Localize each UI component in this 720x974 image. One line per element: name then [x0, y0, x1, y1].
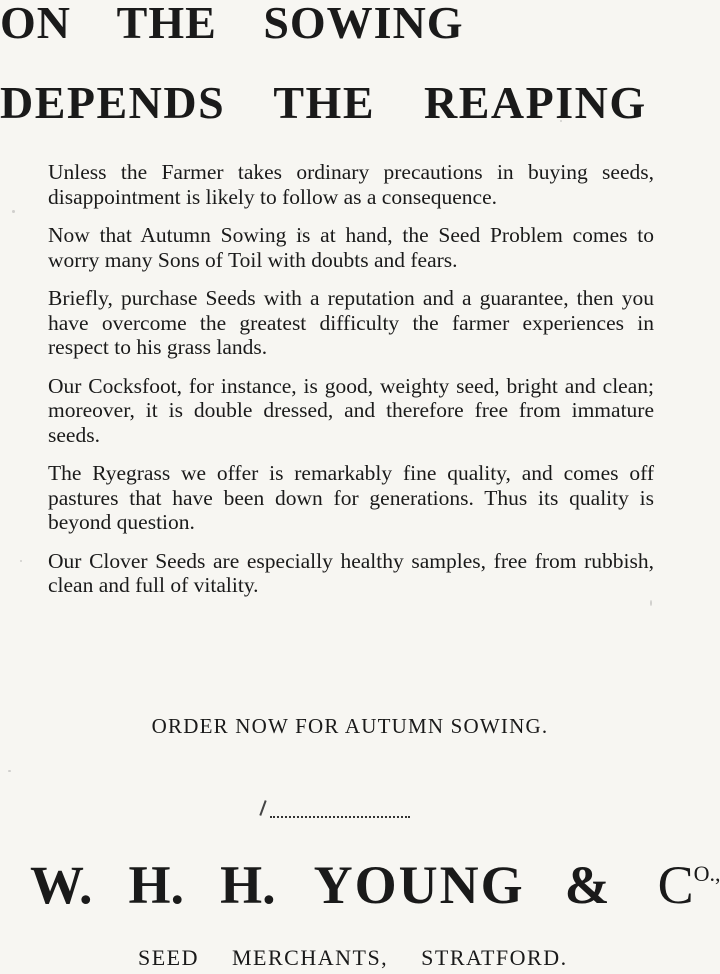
firm-name: [30, 855, 720, 915]
paragraph-reputation: Briefly, purchase Seeds with a reputation and a guarantee, then you have overcome the greatest difficulty the farmer experiences in respect to his grass lands.: [48, 286, 654, 359]
headline-line-1: ON THE SOWING: [0, 0, 464, 48]
divider-rule: [270, 816, 410, 818]
firm-initial-w: W.: [30, 855, 93, 915]
firm-initial-h-first: H.: [128, 855, 185, 915]
firm-initial-h-second: H.: [220, 855, 276, 915]
print-speck: [650, 600, 652, 606]
firm-company: [657, 855, 720, 915]
firm-company-superscript: O.,: [693, 861, 720, 886]
print-speck: [300, 230, 302, 235]
firm-company-c: C: [657, 855, 694, 915]
advert-body: [48, 160, 654, 612]
print-speck: [20, 560, 22, 562]
paragraph-autumn-sowing: Now that Autumn Sowing is at hand, the Seed Problem comes to worry many Sons of Toil with doubts and fears.: [48, 223, 654, 272]
print-speck: [12, 210, 15, 213]
paragraph-cocksfoot: Our Cocksfoot, for instance, is good, weighty seed, bright and clean; moreover, it is double dressed, and therefore free from immature seeds.: [48, 373, 654, 447]
print-speck: [8, 770, 11, 772]
headline-line-2: DEPENDS THE REAPING: [0, 77, 647, 128]
print-speck: [560, 120, 562, 122]
paragraph-clover: Our Clover Seeds are especially healthy samples, free from rubbish, clean and full of vitality.: [48, 548, 654, 597]
firm-ampersand: &: [564, 855, 610, 915]
rule-tick-mark: [259, 800, 266, 816]
firm-surname: YOUNG: [313, 855, 525, 915]
order-now-line: ORDER NOW FOR AUTUMN SOWING.: [151, 714, 549, 738]
paragraph-precautions: Unless the Farmer takes ordinary precautions in buying seeds, disappointment is likely to follow as a consequence.: [48, 160, 654, 209]
seed-merchants-line: SEED MERCHANTS, STRATFORD.: [138, 945, 568, 970]
paragraph-ryegrass: The Ryegrass we offer is remarkably fine quality, and comes off pastures that have been down for generations. Thus its quality is beyond question.: [48, 461, 654, 534]
